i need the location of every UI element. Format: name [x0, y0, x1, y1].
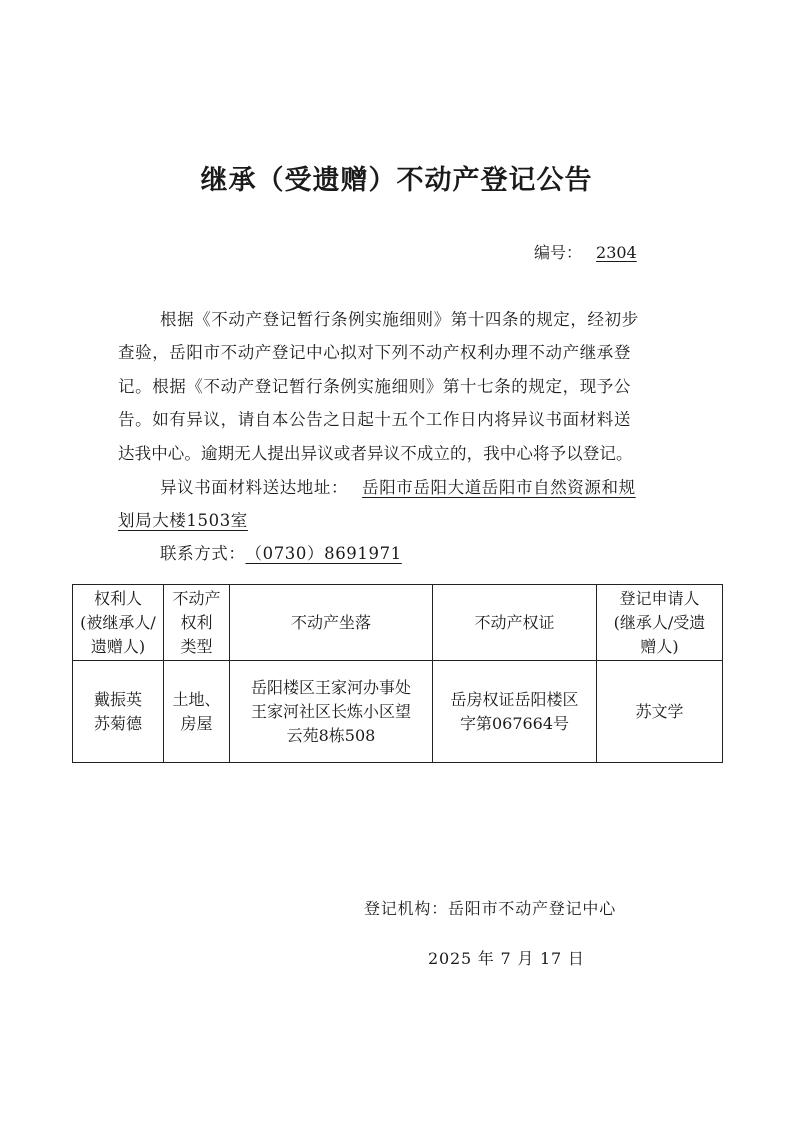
body-line: 根据《不动产登记暂行条例实施细则》第十四条的规定，经初步 [160, 310, 639, 329]
cell-location: 岳阳楼区王家河办事处 王家河社区长炼小区望 云苑8栋508 [230, 661, 433, 763]
contact-value: （0730）8691971 [245, 544, 402, 563]
address-value-continued: 划局大楼1503室 [118, 511, 248, 530]
registration-agency: 登记机构：岳阳市不动产登记中心 [364, 899, 617, 918]
notice-date: 2025 年 7 月 17 日 [428, 949, 585, 968]
address-line [160, 474, 636, 498]
notice-title: 继承（受遗赠）不动产登记公告 [200, 165, 593, 196]
address-label: 异议书面材料送达地址： [160, 478, 349, 497]
header-certificate: 不动产权证 [433, 585, 597, 661]
body-line: 达我中心。逾期无人提出异议或者异议不成立的，我中心将予以登记。 [118, 444, 633, 463]
header-rights-holder: 权利人 (被继承人/ 遗赠人) [73, 585, 164, 661]
body-line: 查验，岳阳市不动产登记中心拟对下列不动产权利办理不动产继承登 [118, 343, 631, 362]
contact-label: 联系方式： [160, 544, 246, 563]
body-line: 告。如有异议，请自本公告之日起十五个工作日内将异议书面材料送 [118, 410, 631, 429]
body-line: 记。根据《不动产登记暂行条例实施细则》第十七条的规定，现予公 [118, 377, 631, 396]
contact-line [160, 540, 402, 564]
serial-number [534, 240, 637, 263]
header-applicant: 登记申请人 (继承人/受遗 赠人) [597, 585, 723, 661]
serial-value: 2304 [596, 243, 637, 262]
cell-rights-type: 土地、 房屋 [164, 661, 230, 763]
address-line-2 [118, 507, 248, 531]
header-location: 不动产坐落 [230, 585, 433, 661]
table-row [73, 661, 723, 763]
property-table [72, 584, 723, 763]
cell-rights-holder: 戴振英 苏菊德 [73, 661, 164, 763]
cell-applicant: 苏文学 [597, 661, 723, 763]
table-header-row [73, 585, 723, 661]
address-value: 岳阳市岳阳大道岳阳市自然资源和规 [362, 478, 636, 497]
serial-label: 编号： [534, 243, 583, 262]
header-rights-type: 不动产 权利 类型 [164, 585, 230, 661]
cell-certificate: 岳房权证岳阳楼区 字第067664号 [433, 661, 597, 763]
